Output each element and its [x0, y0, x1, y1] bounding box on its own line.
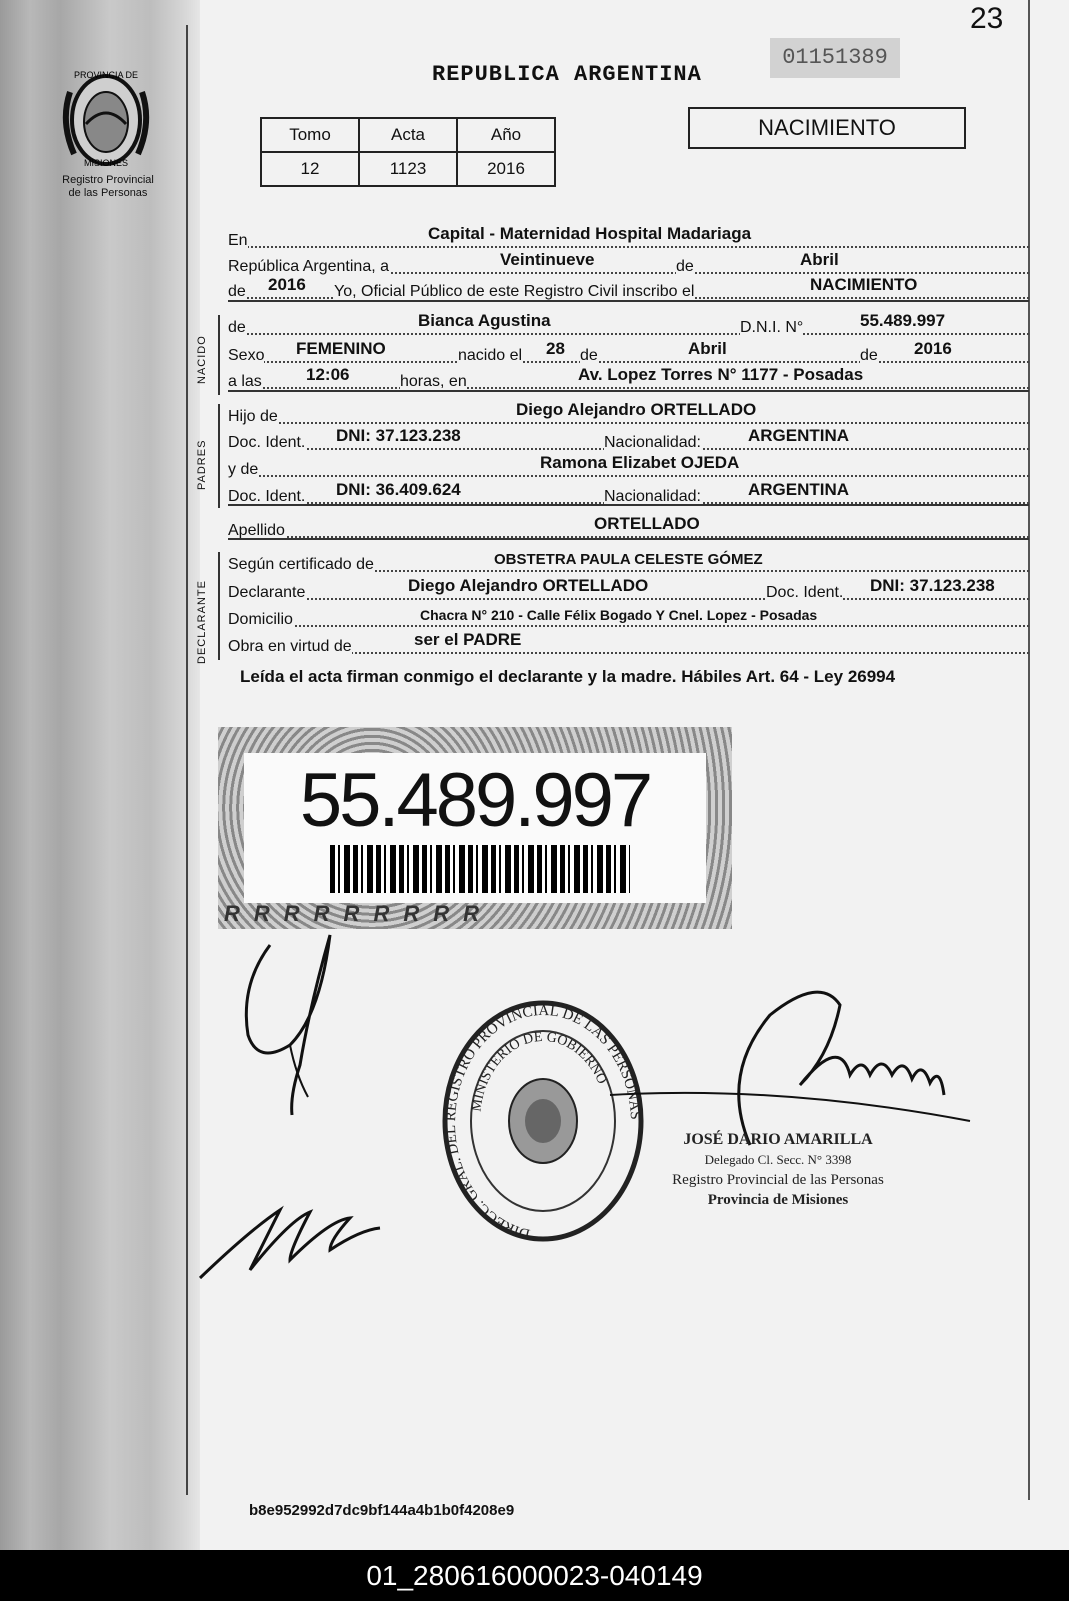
signature-declarant-icon — [230, 925, 360, 1125]
crest-bottom-text: MISIONES — [83, 158, 129, 168]
birth-place-value: Av. Lopez Torres N° 1177 - Posadas — [578, 365, 864, 384]
mother-doc-label: Doc. Ident. — [228, 488, 306, 505]
country-title: REPUBLICA ARGENTINA — [432, 62, 702, 87]
apellido-label: Apellido — [228, 522, 285, 539]
footer-id: 01_280616000023-040149 — [0, 1550, 1069, 1601]
birth-year-value: 2016 — [914, 339, 952, 358]
address-row — [228, 605, 1029, 631]
mother-row — [228, 455, 1029, 481]
nacido-el-label: nacido el — [458, 347, 523, 364]
anio-header: Año — [457, 118, 555, 152]
de-label: de — [676, 258, 694, 275]
nacido-section-label: NACIDO — [196, 335, 208, 384]
issuer-line-2: de las Personas — [68, 187, 148, 199]
official-name: JOSÉ DARIO AMARILLA — [683, 1131, 873, 1148]
anio-value: 2016 — [457, 152, 555, 186]
place-row — [228, 226, 1029, 252]
sex-value: FEMENINO — [296, 339, 386, 358]
birth-month-label: de — [580, 347, 598, 364]
left-margin-rule — [186, 25, 188, 1495]
document-hash: b8e952992d7dc9bf144a4b1b0f4208e9 — [249, 1502, 515, 1519]
volume-table-header-row — [261, 118, 555, 152]
closing-text: Leída el acta firman conmigo el declarante y la madre. Hábiles Art. 64 - Ley 26994 — [240, 667, 896, 686]
tomo-header: Tomo — [261, 118, 359, 152]
tomo-value: 12 — [261, 152, 359, 186]
hijo-de-label: Hijo de — [228, 408, 278, 425]
obra-label: Obra en virtud de — [228, 638, 352, 655]
event-value: NACIMIENTO — [810, 275, 918, 294]
declarant-doc-label: Doc. Ident. — [766, 584, 844, 601]
serial-number: 01151389 — [770, 38, 900, 78]
name-row — [228, 313, 1029, 339]
birth-year-label: de — [860, 347, 878, 364]
provincial-crest-icon — [56, 62, 156, 172]
day-words-value: Veintinueve — [500, 250, 595, 269]
declarante-label: Declarante — [228, 584, 306, 601]
oficial-label: Yo, Oficial Público de este Registro Civil inscribo el — [334, 283, 695, 300]
birth-time-value: 12:06 — [306, 365, 350, 384]
father-name-value: Diego Alejandro ORTELLADO — [516, 400, 757, 419]
sticker-frame-letters: RRRRRRRRR — [224, 901, 493, 926]
volume-table-value-row — [261, 152, 555, 186]
signature-official-icon — [600, 975, 980, 1155]
certificate-value: OBSTETRA PAULA CELESTE GÓMEZ — [494, 551, 763, 568]
crest-top-text: PROVINCIA DE — [73, 70, 139, 80]
issuer-label — [38, 174, 178, 200]
mother-doc-value: DNI: 36.409.624 — [336, 480, 461, 499]
right-margin-rule — [1028, 0, 1030, 1500]
padres-section-label: PADRES — [196, 439, 208, 490]
mother-name-value: Ramona Elizabet OJEDA — [540, 453, 740, 472]
birth-month-value: Abril — [688, 339, 727, 358]
dni-sticker — [218, 727, 732, 929]
birth-day-value: 28 — [546, 339, 565, 358]
segun-label: Según certificado de — [228, 556, 374, 573]
barcode-icon — [330, 845, 630, 893]
padres-section-line — [218, 404, 220, 508]
volume-table — [260, 117, 556, 187]
father-nationality-value: ARGENTINA — [748, 426, 850, 445]
mother-nationality-label: Nacionalidad: — [604, 488, 701, 505]
place-label: En — [228, 232, 248, 249]
official-province: Provincia de Misiones — [707, 1192, 849, 1208]
acting-as-row — [228, 632, 1029, 658]
address-value: Chacra N° 210 - Calle Félix Bogado Y Cnel. Lopez - Posadas — [420, 607, 818, 623]
official-role: Delegado Cl. Secc. N° 3398 — [704, 1152, 852, 1167]
dni-sticker-inner — [244, 753, 706, 903]
nacido-underline — [228, 390, 1029, 392]
surname-underline — [228, 538, 1029, 540]
acta-header: Acta — [359, 118, 457, 152]
name-prefix-label: de — [228, 319, 246, 336]
page-number: 23 — [970, 2, 1004, 35]
domicilio-label: Domicilio — [228, 611, 293, 628]
surname-value: ORTELLADO — [594, 514, 700, 533]
father-doc-value: DNI: 37.123.238 — [336, 426, 461, 445]
event-underline — [228, 300, 1029, 302]
acting-as-value: ser el PADRE — [414, 630, 522, 649]
certificate-row — [228, 550, 1029, 576]
declarante-section-line — [218, 552, 220, 660]
father-doc-label: Doc. Ident. — [228, 434, 306, 451]
y-de-label: y de — [228, 461, 259, 478]
declarant-row — [228, 578, 1029, 604]
father-doc-row — [228, 428, 1029, 454]
dni-sticker-number: 55.489.997 — [299, 758, 651, 843]
seal-inner-text: MINISTERIO DE GOBIERNO — [469, 1029, 610, 1113]
republica-label: República Argentina, a — [228, 258, 389, 275]
dni-label: D.N.I. N° — [740, 319, 804, 336]
child-name-value: Bianca Agustina — [418, 311, 551, 330]
place-value: Capital - Maternidad Hospital Madariaga — [428, 224, 752, 243]
declarant-doc-value: DNI: 37.123.238 — [870, 576, 995, 595]
child-dni-value: 55.489.997 — [860, 311, 946, 330]
month-value: Abril — [800, 250, 839, 269]
horas-en-label: horas, en — [400, 373, 467, 390]
signature-mother-icon — [190, 1200, 390, 1290]
declarante-section-label: DECLARANTE — [196, 580, 208, 664]
father-nationality-label: Nacionalidad: — [604, 434, 701, 451]
nacido-section-line — [218, 315, 220, 395]
acta-value: 1123 — [359, 152, 457, 186]
padres-underline — [228, 504, 1029, 506]
mother-nationality-value: ARGENTINA — [748, 480, 850, 499]
official-office: Registro Provincial de las Personas — [672, 1172, 884, 1188]
declarant-value: Diego Alejandro ORTELLADO — [408, 576, 649, 595]
official-block — [648, 1130, 908, 1210]
sex-row — [228, 341, 1029, 367]
issuer-line-1: Registro Provincial — [62, 174, 154, 186]
act-type-box: NACIMIENTO — [688, 107, 966, 149]
year-prefix-label: de — [228, 283, 246, 300]
year-value: 2016 — [268, 275, 306, 294]
sex-label: Sexo — [228, 347, 265, 364]
father-row — [228, 402, 1029, 428]
binding-margin — [0, 0, 200, 1550]
seal-outer-text: DIRECC. GRAL. DEL REGISTRO PROVINCIAL DE LAS PERSONAS — [442, 1002, 644, 1242]
time-label: a las — [228, 373, 262, 390]
